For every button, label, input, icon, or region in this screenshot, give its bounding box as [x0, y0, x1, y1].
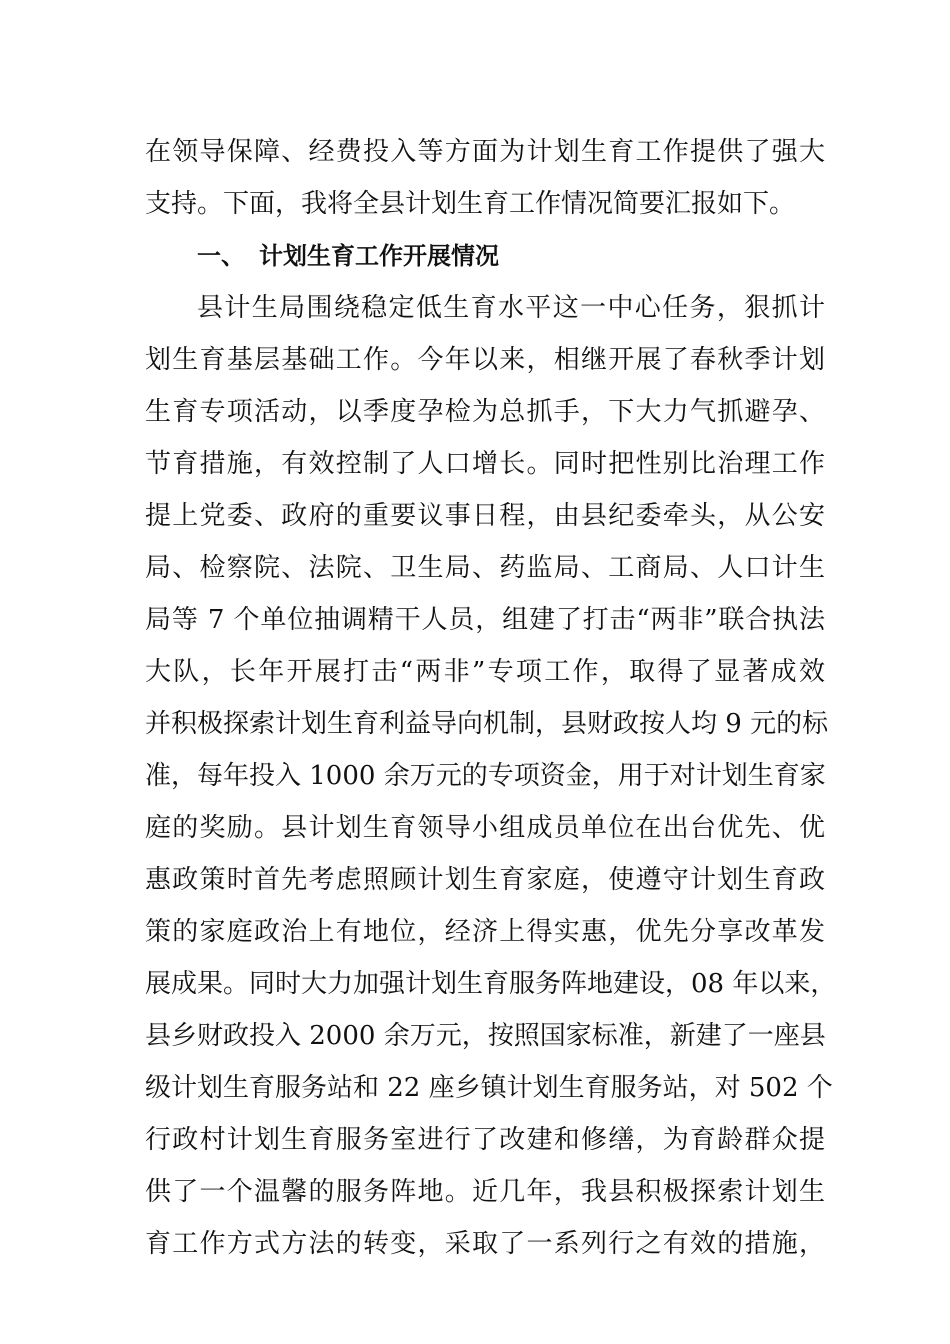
paragraph-line: 支持。下面，我将全县计划生育工作情况简要汇报如下。 — [145, 189, 796, 219]
paragraph-line: 提上党委、政府的重要议事日程，由县纪委牵头，从公安 — [145, 501, 825, 531]
paragraph-line: 大队，长年开展打击“两非”专项工作，取得了显著成效 — [145, 657, 825, 687]
paragraph-line: 准，每年投入 1000 余万元的专项资金，用于对计划生育家 — [145, 761, 826, 791]
paragraph-line: 行政村计划生育服务室进行了改建和修缮，为育龄群众提 — [145, 1125, 825, 1155]
paragraph-line: 级计划生育服务站和 22 座乡镇计划生育服务站，对 502 个 — [145, 1073, 833, 1103]
document-body — [145, 126, 837, 1270]
section-number: 一、 — [197, 242, 245, 270]
section-title: 计划生育工作开展情况 — [259, 242, 499, 270]
paragraph-line: 在领导保障、经费投入等方面为计划生育工作提供了强大 — [145, 137, 825, 167]
paragraph-line: 惠政策时首先考虑照顾计划生育家庭，使遵守计划生育政 — [145, 865, 825, 895]
paragraph-line: 节育措施，有效控制了人口增长。同时把性别比治理工作 — [145, 449, 825, 479]
section-heading — [145, 230, 825, 282]
paragraph-line: 生育专项活动，以季度孕检为总抓手，下大力气抓避孕、 — [145, 397, 825, 427]
paragraph-line: 划生育基层基础工作。今年以来，相继开展了春秋季计划 — [145, 345, 825, 375]
paragraph-line: 供了一个温馨的服务阵地。近几年，我县积极探索计划生 — [145, 1177, 825, 1207]
paragraph-line: 育工作方式方法的转变，采取了一系列行之有效的措施， — [145, 1229, 825, 1259]
paragraph-line: 局、检察院、法院、卫生局、药监局、工商局、人口计生 — [145, 553, 825, 583]
paragraph-line: 并积极探索计划生育利益导向机制，县财政按人均 9 元的标 — [145, 709, 829, 739]
paragraph-line: 县乡财政投入 2000 余万元，按照国家标准，新建了一座县 — [145, 1021, 826, 1051]
paragraph-line: 庭的奖励。县计划生育领导小组成员单位在出台优先、优 — [145, 813, 825, 843]
paragraph-line: 县计生局围绕稳定低生育水平这一中心任务，狠抓计 — [197, 293, 825, 323]
paragraph-line: 策的家庭政治上有地位，经济上得实惠，优先分享改革发 — [145, 917, 825, 947]
paragraph-line: 展成果。同时大力加强计划生育服务阵地建设，08 年以来， — [145, 969, 837, 999]
paragraph-line: 局等 7 个单位抽调精干人员，组建了打击“两非”联合执法 — [145, 605, 825, 635]
